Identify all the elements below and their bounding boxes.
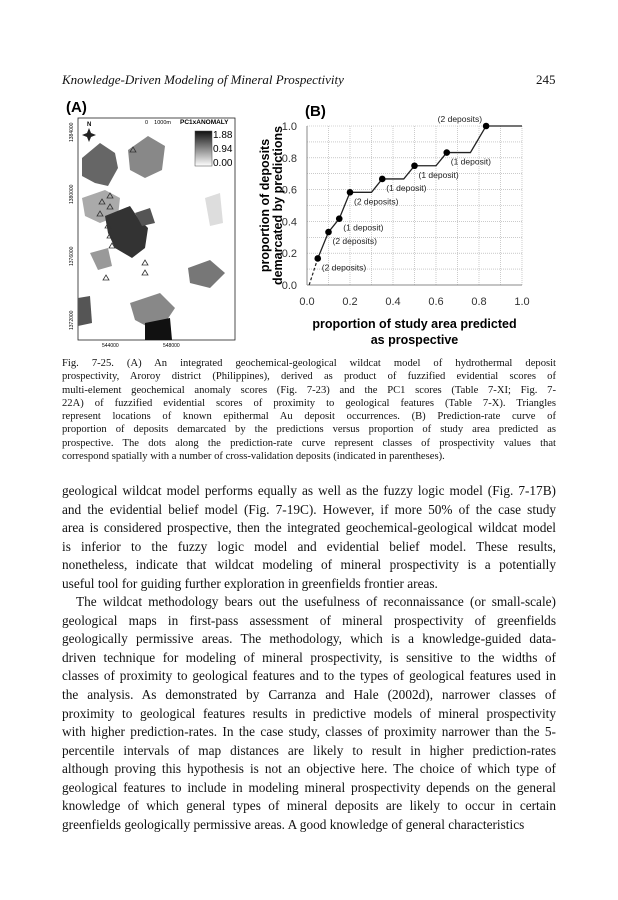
panel-label-b: (B) [305,103,326,120]
y-coord: 1376000 [69,246,75,266]
body-line: greenfields geologically permissive areas. A good knowledge of general characteristics [62,816,525,832]
x-coord: 548000 [163,343,180,348]
legend-title: PC1xANOMALY [180,119,229,126]
caption-line: Fig. 7-25. (A) An integrated geochemical-geological wildcat model of hydrothermal deposit [62,358,556,369]
caption-line: prospectivity, Aroroy district (Philippines), derived as product of fuzzified evidential scores of [62,371,556,383]
body-line: classes of proximity to geological features and to the types of geological features used in [62,668,556,684]
body-line: knowledge of which general types of mineral deposits are likely to occur in certain [62,798,556,814]
panel-label-a: (A) [66,99,87,116]
data-label: (1 deposit) [450,156,491,167]
y-tick-label: 0.8 [281,152,297,165]
caption-line: prospective. The dots along the prediction-rate curve represent classes of prospectivity values that [62,437,556,449]
data-point [325,229,332,236]
data-label: (1 deposit) [418,169,459,180]
data-label: (2 deposits) [354,196,399,207]
y-tick-label: 0.4 [281,216,297,229]
data-point [483,123,490,130]
x-tick-label: 1.0 [514,296,530,308]
data-point [443,149,450,156]
x-tick-label: 0.4 [385,296,401,308]
body-line: driven technique for modeling of mineral prospectivity, is sensitive to the widths of [62,649,556,665]
caption-line: 22A) of fuzzified evidential scores of proximity to geological features (Table 7-X). Triangles [62,397,556,409]
data-label: (1 deposit) [343,222,384,233]
body-line: proximity to geological features results in predictive models of mineral prospectivity [62,705,556,721]
body-line: the analysis. As demonstrated by Carranza and Hale (2002d), narrower classes of [62,687,556,703]
caption-line: correspond spatially with a number of cross-validation deposits (indicated in parentheses). [62,451,445,463]
x-coord: 544000 [102,343,119,348]
y-axis-label: demarcated by predictions [271,125,285,286]
data-point [314,255,321,262]
legend-value-max: 1.88 [213,130,233,141]
north-arrow: N [87,122,92,128]
data-point [336,215,343,222]
legend-value-min: 0.00 [213,158,233,169]
x-axis-label: as prospective [370,333,459,347]
x-tick-label: 0.2 [342,296,358,308]
figure-a-map [60,98,260,348]
caption-line: represent locations of known epithermal Au deposit occurrences. (B) Prediction-rate curve of [62,411,556,423]
y-tick-label: 0.0 [281,280,297,292]
caption-line: proportion of deposits demarcated by the predictions versus proportion of study area predicted as [62,424,556,436]
body-line: with higher prediction-rates. In the case study, classes of proximity narrower than the 5- [62,724,556,740]
body-text [62,482,556,834]
figure-b-chart [255,98,555,350]
caption-line: multi-element geochemical anomaly scores (Fig. 7-23) and the PC1 scores (Table 7-XI; Fig. 7- [62,384,556,396]
y-coord: 1372000 [69,310,75,330]
y-axis-label: proportion of deposits [258,138,272,273]
y-tick-label: 0.6 [281,184,297,197]
body-line: although proving this hypothesis is not an objective here. The choice of which type of [62,761,556,777]
curve-extrapolation [309,258,318,285]
figure-caption [62,357,556,463]
x-tick-label: 0.6 [428,296,444,308]
body-line: geological features to include in modeling mineral prospectivity depends on the general [62,779,556,795]
body-line: useful tool for guiding further exploration in greenfields frontier areas. [62,575,438,591]
body-line: geological wildcat model performs equally as well as the fuzzy logic model (Fig. 7-17B) [62,483,556,498]
running-header: Knowledge-Driven Modeling of Mineral Prospectivity [62,72,344,87]
body-line: The wildcat methodology bears out the usefulness of reconnaissance (or small-scale) [76,594,556,610]
data-point [347,189,354,196]
body-line: nonetheless, indicate that wildcat modeling of mineral prospectivity is a potentially [62,557,556,573]
y-tick-label: 1.0 [281,121,297,133]
body-line: and the evidential belief model (Fig. 7-19C). However, if more 50% of the case study [62,501,556,517]
data-label: (2 deposits) [321,262,367,273]
y-tick-label: 0.2 [281,248,297,261]
y-coord: 1380000 [69,184,75,204]
x-tick-label: 0.8 [471,296,487,308]
legend-value-mid: 0.94 [213,144,233,155]
page-number: 245 [536,72,556,87]
x-axis-label: proportion of study area predicted [312,317,517,331]
body-line: geologically permissive areas. The methodology, which is a knowledge-guided data- [62,631,556,647]
body-line: geological maps in first-pass assessment of mineral prospectivity of greenfields [62,612,556,628]
data-label: (1 deposit) [386,182,427,193]
data-label: (2 deposits) [437,114,483,124]
body-line: area is considered prospective, then the integrated geochemical-geological wildcat model [62,520,556,536]
scale-bar: 0 1000m [145,120,171,126]
body-line: percentile intervals of map distances are likely to result in higher prediction-rates [62,742,556,758]
y-coord: 1384000 [69,122,75,142]
legend-colorbar [195,131,212,166]
body-line: is inferior to the fuzzy logic model and evidential belief model. These results, [62,538,556,554]
x-tick-label: 0.0 [299,296,315,308]
data-label: (2 deposits) [332,236,377,247]
data-point [379,176,386,183]
data-point [411,162,418,169]
